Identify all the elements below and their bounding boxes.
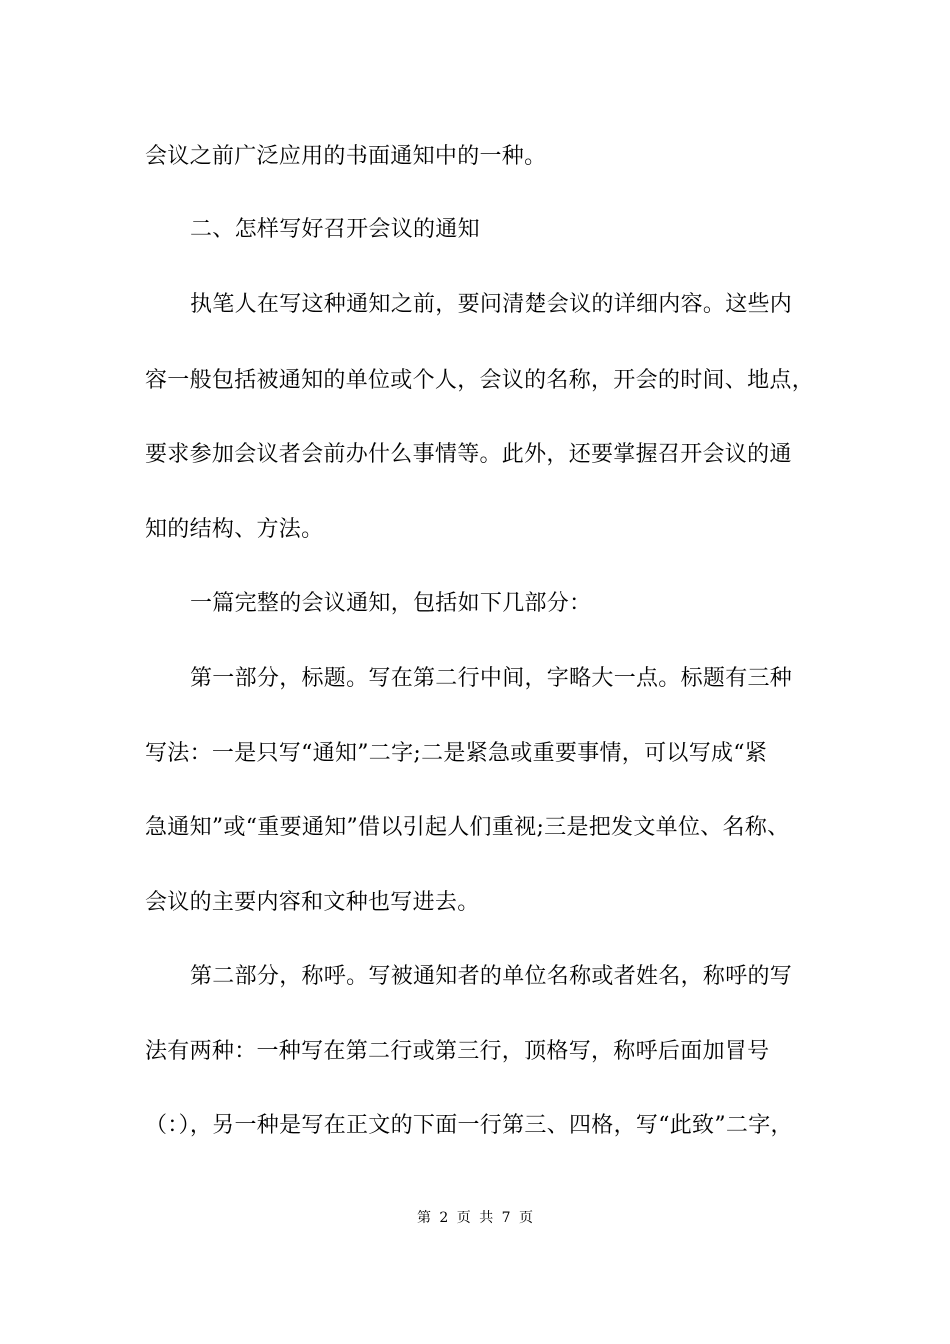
text-line-12: 第二部分，称呼。写被通知者的单位名称或者姓名，称呼的写: [190, 964, 793, 989]
text-line-1: 会议之前广泛应用的书面通知中的一种。: [145, 144, 547, 169]
text-line-13: 法有两种：一种写在第二行或第三行，顶格写，称呼后面加冒号: [145, 1039, 770, 1064]
text-line-9: 写法：一是只写“通知”二字;二是紧急或重要事情，可以写成“紧: [145, 741, 768, 766]
text-line-14: （：），另一种是写在正文的下面一行第三、四格，写“此致”二字，: [145, 1113, 793, 1138]
text-line-7: 一篇完整的会议通知，包括如下几部分：: [190, 591, 592, 616]
text-line-8: 第一部分，标题。写在第二行中间，字略大一点。标题有三种: [190, 666, 793, 691]
text-line-5: 要求参加会议者会前办什么事情等。此外，还要掌握召开会议的通: [145, 442, 792, 467]
page-number-footer: 第 2 页 共 7 页: [416, 1210, 534, 1226]
text-line-6: 知的结构、方法。: [145, 517, 324, 542]
section-heading: 二、怎样写好召开会议的通知: [190, 217, 480, 242]
text-line-10: 急通知”或“重要通知”借以引起人们重视;三是把发文单位、名称、: [145, 815, 790, 840]
text-line-3: 执笔人在写这种通知之前，要问清楚会议的详细内容。这些内: [190, 292, 793, 317]
text-line-11: 会议的主要内容和文种也写进去。: [145, 890, 480, 915]
text-line-4: 容一般包括被通知的单位或个人，会议的名称，开会的时间、地点，: [145, 368, 815, 393]
